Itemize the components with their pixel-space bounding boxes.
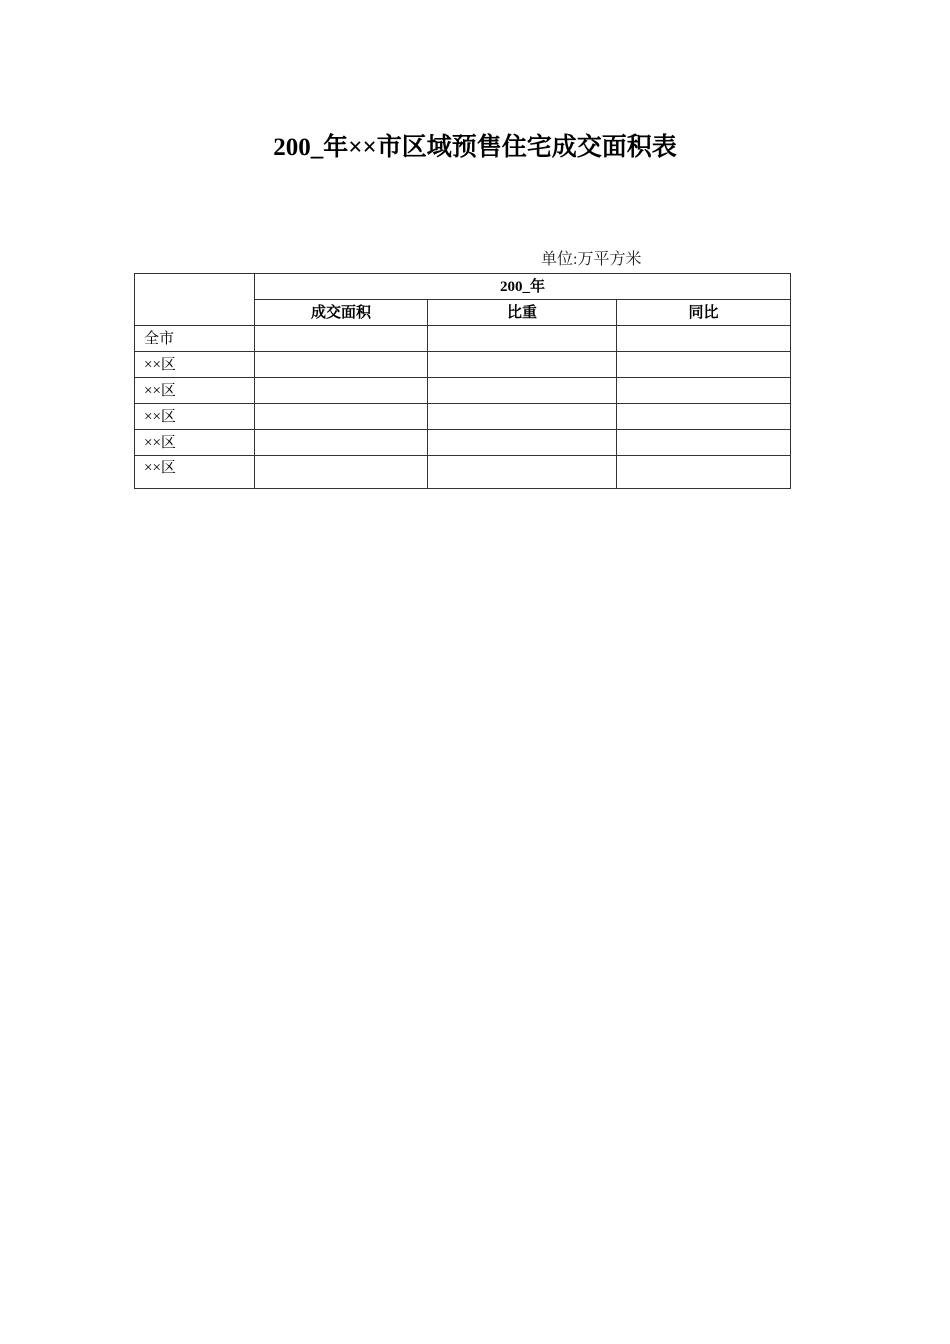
region-cell: ××区 — [135, 456, 255, 489]
area-table — [134, 273, 791, 489]
share-cell — [428, 430, 617, 456]
area-cell — [255, 404, 428, 430]
area-cell — [255, 326, 428, 352]
table-row — [135, 430, 791, 456]
unit-label: 单位:万平方米 — [541, 251, 642, 268]
share-cell — [428, 404, 617, 430]
region-cell: ××区 — [135, 352, 255, 378]
yoy-cell — [617, 456, 791, 489]
column-header-area: 成交面积 — [255, 300, 428, 326]
yoy-cell — [617, 378, 791, 404]
table-row — [135, 378, 791, 404]
share-cell — [428, 326, 617, 352]
page-title: 200_年××市区域预售住宅成交面积表 — [273, 134, 677, 161]
region-cell: ××区 — [135, 404, 255, 430]
region-cell: ××区 — [135, 430, 255, 456]
area-cell — [255, 430, 428, 456]
share-cell — [428, 352, 617, 378]
yoy-cell — [617, 326, 791, 352]
table-row — [135, 404, 791, 430]
yoy-cell — [617, 352, 791, 378]
column-header-yoy: 同比 — [617, 300, 791, 326]
table-row — [135, 352, 791, 378]
year-header: 200_年 — [255, 274, 791, 300]
region-cell: 全市 — [135, 326, 255, 352]
yoy-cell — [617, 404, 791, 430]
region-cell: ××区 — [135, 378, 255, 404]
area-cell — [255, 378, 428, 404]
yoy-cell — [617, 430, 791, 456]
share-cell — [428, 456, 617, 489]
area-cell — [255, 456, 428, 489]
area-cell — [255, 352, 428, 378]
column-header-share: 比重 — [428, 300, 617, 326]
share-cell — [428, 378, 617, 404]
table-header-row-year — [135, 274, 791, 300]
region-header-cell — [135, 274, 255, 326]
table-row — [135, 326, 791, 352]
table-row — [135, 456, 791, 489]
